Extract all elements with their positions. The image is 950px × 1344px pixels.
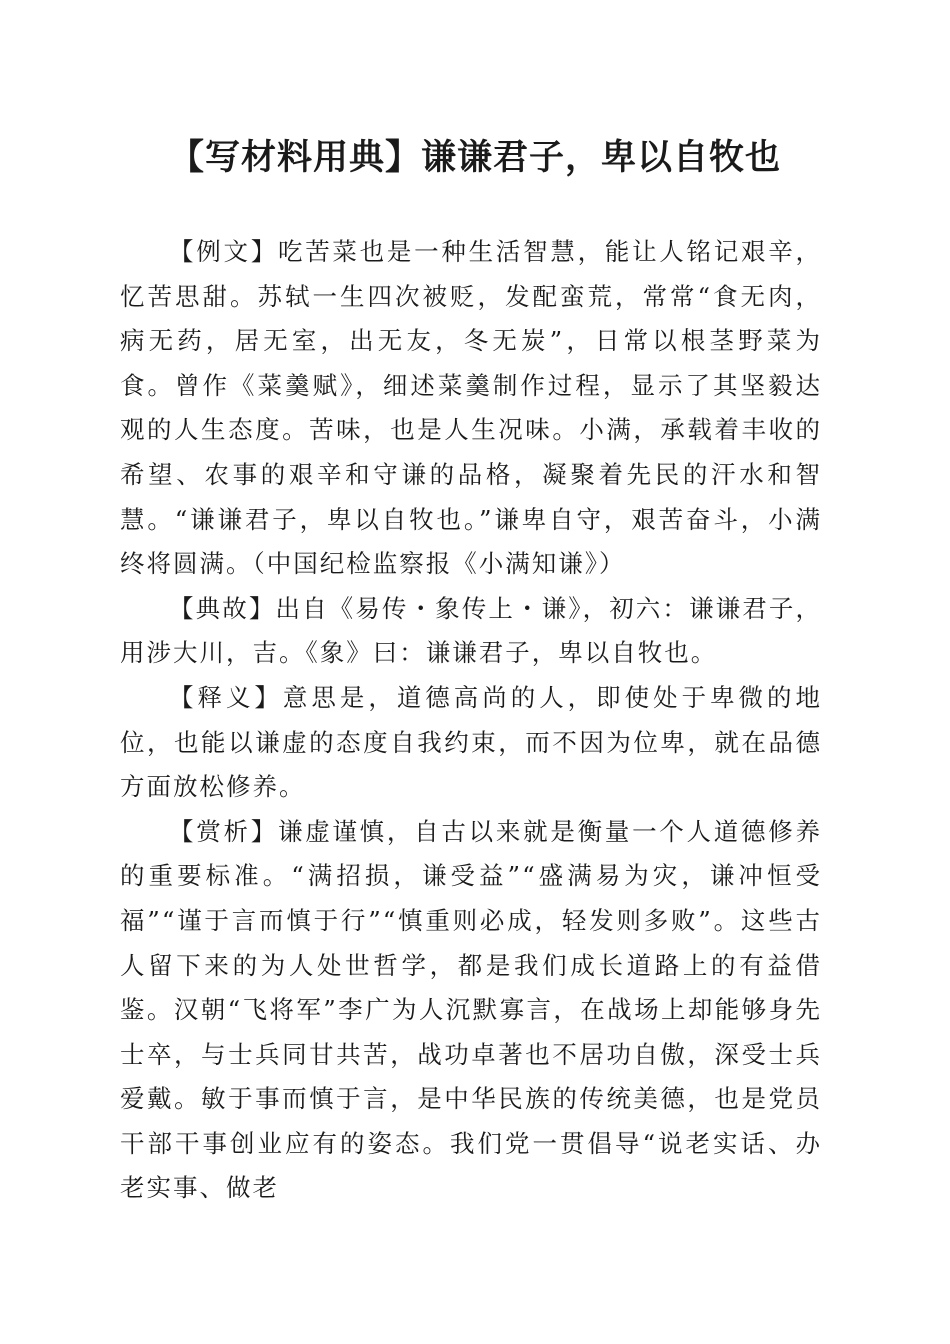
paragraph-example: 【例文】吃苦菜也是一种生活智慧，能让人铭记艰辛，忆苦思甜。苏轼一生四次被贬，发配蛮荒，常常“食无肉，病无药，居无室，出无友，冬无炭”，日常以根茎野菜为食。曾作《菜羹赋》，细述菜羹制作过程，显示了其坚毅达观的人生态度。苦味，也是人生况味。小满，承载着丰收的希望、农事的艰辛和守谦的品格，凝聚着先民的汗水和智慧。“谦谦君子，卑以自牧也。”谦卑自守，艰苦奋斗，小满终将圆满。（中国纪检监察报《小满知谦》） (120, 237, 822, 579)
paragraph-appreciation: 【赏析】谦虚谨慎，自古以来就是衡量一个人道德修养的重要标准。“满招损，谦受益”“盛满易为灾，谦冲恒受福”“谨于言而慎于行”“慎重则必成，轻发则多败”。这些古人留下来的为人处世哲学，都是我们成长道路上的有益借鉴。汉朝“飞将军”李广为人沉默寡言，在战场上却能够身先士卒，与士兵同甘共苦，战功卓著也不居功自傲，深受士兵爱戴。敏于事而慎于言，是中华民族的传统美德，也是党员干部干事创业应有的姿态。我们党一贯倡导“说老实话、办老实事、做老 (120, 816, 822, 1203)
paragraph-allusion: 【典故】出自《易传・象传上・谦》，初六：谦谦君子，用涉大川，吉。《象》曰：谦谦君子，卑以自牧也。 (120, 593, 822, 668)
paragraph-interpretation: 【释义】意思是，道德高尚的人，即使处于卑微的地位，也能以谦虚的态度自我约束，而不因为位卑，就在品德方面放松修养。 (120, 682, 822, 802)
document-title: 【写材料用典】谦谦君子，卑以自牧也 (168, 137, 781, 178)
document-body (120, 230, 822, 1211)
